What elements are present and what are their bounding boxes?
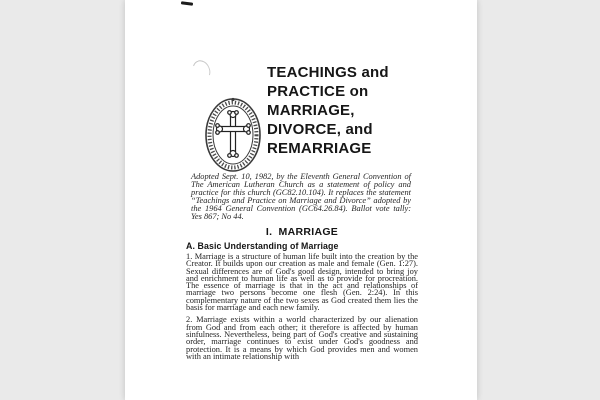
body-text xyxy=(186,253,418,365)
adoption-note: Adopted Sept. 10, 1982, by the Eleventh General Convention of The American Lutheran Church as a statement of policy and practice for this church (GC82.10.104). It replaces the statement “Teachings and Practice on Marriage and Divorce” adopted by the 1964 General Convention (GC64.26.84). Ballot vote tally: Yes 867; No 44. xyxy=(191,172,411,222)
title-line: MARRIAGE, xyxy=(267,102,355,119)
subsection-heading: A. Basic Understanding of Marriage xyxy=(186,241,339,251)
title-line: DIVORCE, and xyxy=(267,121,373,138)
paragraph-2: 2. Marriage exists within a world characterized by our alienation from God and from each other; it therefore is affected by human sinfulness. Nevertheless, being part of God's creative and sustaining order, marriage continues to exist under God's goodness and protection. It is a means by which God provides men and women with an intimate relationship with xyxy=(186,315,418,361)
document-title xyxy=(267,63,457,158)
document-page xyxy=(125,0,477,400)
scan-ink-mark xyxy=(181,1,193,5)
section-heading-marriage: I. MARRIAGE xyxy=(265,226,339,238)
title-line: PRACTICE on xyxy=(267,83,369,100)
page-curl-artifact xyxy=(189,57,213,83)
title-line: REMARRIAGE xyxy=(267,140,372,157)
church-seal-icon xyxy=(202,95,264,175)
title-line: TEACHINGS and xyxy=(267,64,389,81)
paragraph-1: 1. Marriage is a structure of human life built into the creation by the Creator. It builds upon our creation as male and female (Gen. 1:27). Sexual differences are of God's good design, intended to bring joy and enrichment to human life as well as to provide for procreation. The essence of marriage is that in the act and relationships of marriage two persons become one flesh (Gen. 2:24). In this complementary nature of the two sexes as God created them lies the basis for marriage and each new family. xyxy=(186,252,418,313)
